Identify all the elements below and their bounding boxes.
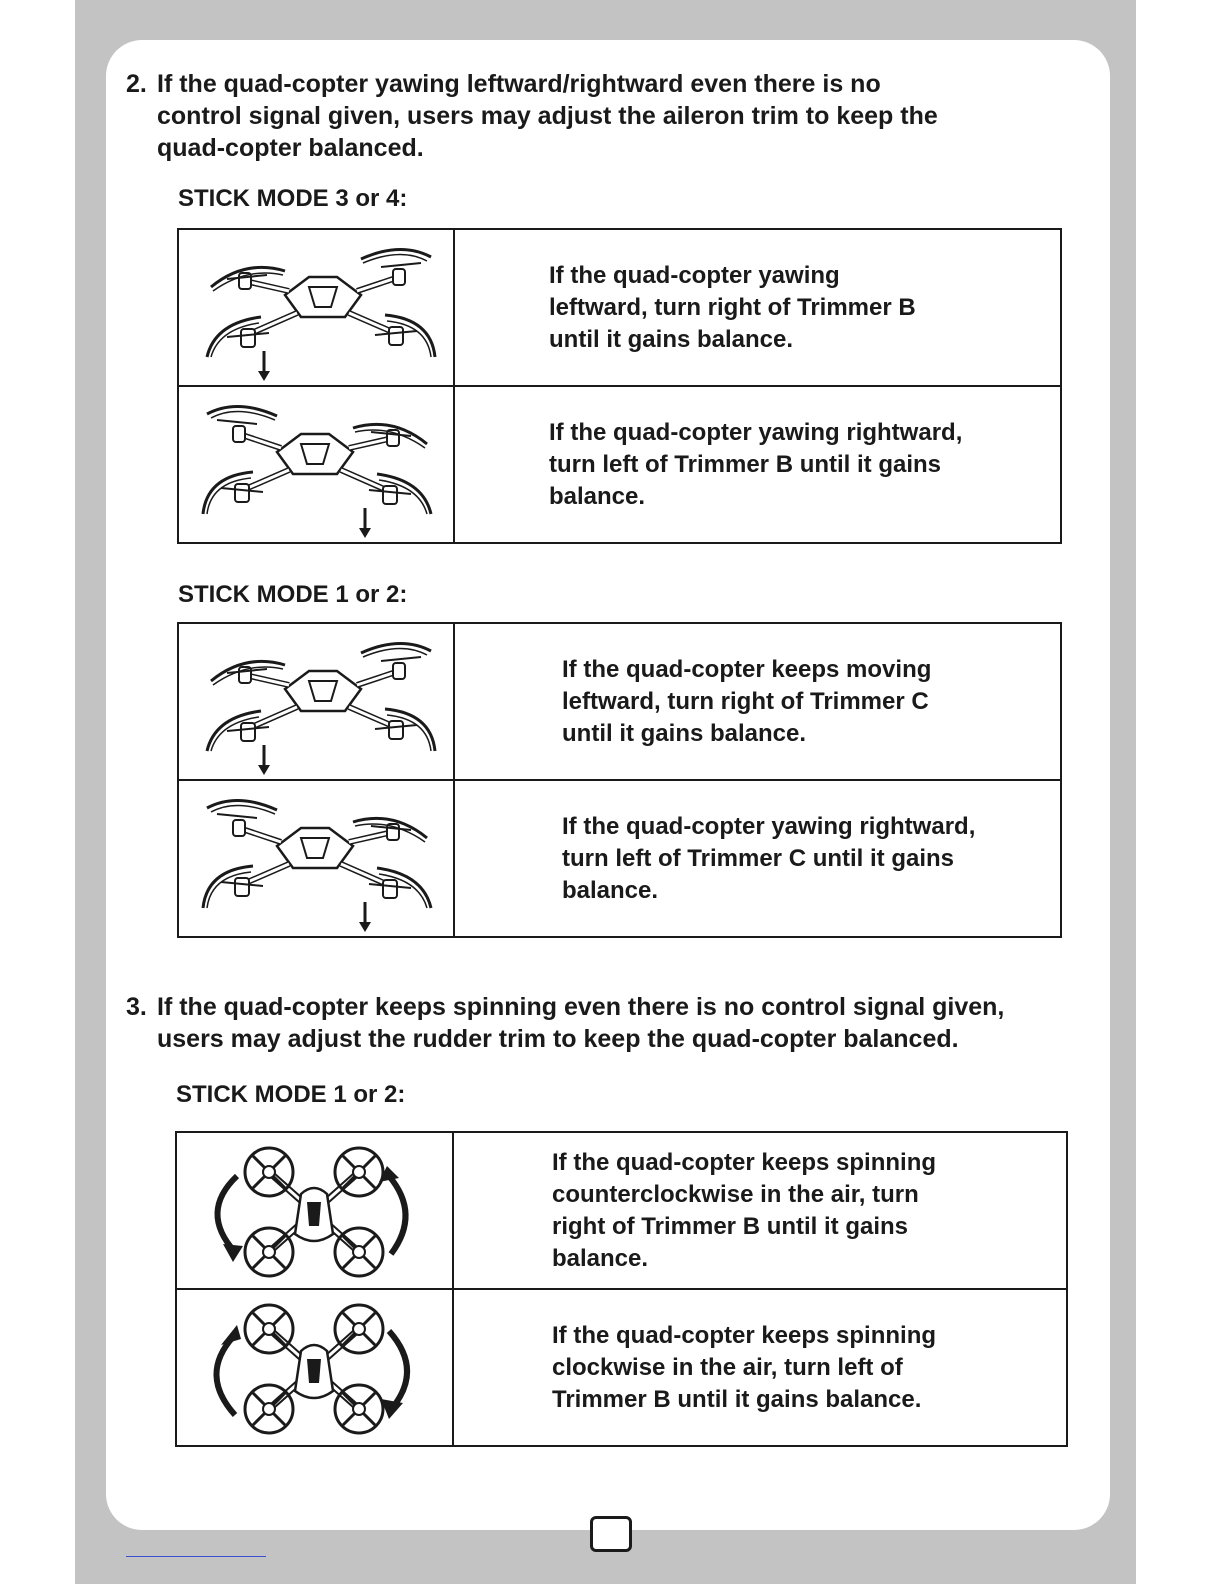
section-2-number: 2. xyxy=(126,70,147,98)
instruction-line: clockwise in the air, turn left of xyxy=(552,1353,903,1381)
quadcopter-top-view-icon xyxy=(177,1291,450,1444)
instruction-line: until it gains balance. xyxy=(562,719,807,747)
quadcopter-side-view-icon xyxy=(179,231,451,384)
image-cell xyxy=(178,229,454,386)
section-2-line: If the quad-copter yawing leftward/rightward even there is no xyxy=(157,70,881,98)
rudder-trim-table xyxy=(175,1131,1068,1447)
quadcopter-side-view-icon xyxy=(179,388,451,541)
link-underline xyxy=(126,1556,266,1557)
section-2-text xyxy=(126,68,938,164)
instruction-cell xyxy=(453,1132,1067,1289)
stick-mode-3-4-table xyxy=(177,228,1062,544)
instruction-cell xyxy=(454,623,1061,780)
table-row xyxy=(176,1289,1067,1446)
instruction-line: counterclockwise in the air, turn xyxy=(552,1180,919,1208)
stick-mode-1-2-label: STICK MODE 1 or 2: xyxy=(176,1081,406,1108)
image-cell xyxy=(178,623,454,780)
table-row xyxy=(178,780,1061,937)
instruction-line: If the quad-copter keeps spinning xyxy=(552,1321,937,1349)
page-number-box xyxy=(590,1516,632,1552)
instruction-line: leftward, turn right of Trimmer C xyxy=(562,687,929,715)
quadcopter-side-view-icon xyxy=(179,625,451,778)
table-row xyxy=(176,1132,1067,1289)
instruction-line: leftward, turn right of Trimmer B xyxy=(549,293,916,321)
table-row xyxy=(178,623,1061,780)
instruction-line: If the quad-copter yawing xyxy=(549,261,840,289)
instruction-cell xyxy=(453,1289,1067,1446)
section-2-line: control signal given, users may adjust the aileron trim to keep the xyxy=(157,102,938,130)
instruction-line: Trimmer B until it gains balance. xyxy=(552,1385,922,1413)
instruction-line: balance. xyxy=(552,1244,649,1272)
table-row xyxy=(178,229,1061,386)
instruction-line: turn left of Trimmer B until it gains xyxy=(549,450,942,478)
section-3-text xyxy=(126,991,1004,1055)
section-2-line: quad-copter balanced. xyxy=(157,134,424,162)
instruction-cell xyxy=(454,229,1061,386)
section-3-line: users may adjust the rudder trim to keep the quad-copter balanced. xyxy=(157,1025,959,1053)
instruction-line: balance. xyxy=(549,482,646,510)
stick-mode-1-2-table xyxy=(177,622,1062,938)
instruction-line: until it gains balance. xyxy=(549,325,794,353)
instruction-cell xyxy=(454,780,1061,937)
table-row xyxy=(178,386,1061,543)
instruction-line: If the quad-copter keeps moving xyxy=(562,655,932,683)
quadcopter-side-view-icon xyxy=(179,782,451,935)
instruction-line: If the quad-copter yawing rightward, xyxy=(549,418,963,446)
instruction-line: balance. xyxy=(562,876,659,904)
instruction-line: turn left of Trimmer C until it gains xyxy=(562,844,955,872)
quadcopter-top-view-icon xyxy=(177,1134,450,1287)
stick-mode-3-4-label: STICK MODE 3 or 4: xyxy=(178,185,408,212)
stick-mode-1-2-label: STICK MODE 1 or 2: xyxy=(178,581,408,608)
image-cell xyxy=(178,386,454,543)
image-cell xyxy=(178,780,454,937)
section-3-line: If the quad-copter keeps spinning even there is no control signal given, xyxy=(157,993,1005,1021)
section-3-number: 3. xyxy=(126,993,147,1021)
instruction-line: right of Trimmer B until it gains xyxy=(552,1212,909,1240)
instruction-line: If the quad-copter keeps spinning xyxy=(552,1148,937,1176)
instruction-line: If the quad-copter yawing rightward, xyxy=(562,812,976,840)
image-cell xyxy=(176,1132,453,1289)
image-cell xyxy=(176,1289,453,1446)
instruction-cell xyxy=(454,386,1061,543)
